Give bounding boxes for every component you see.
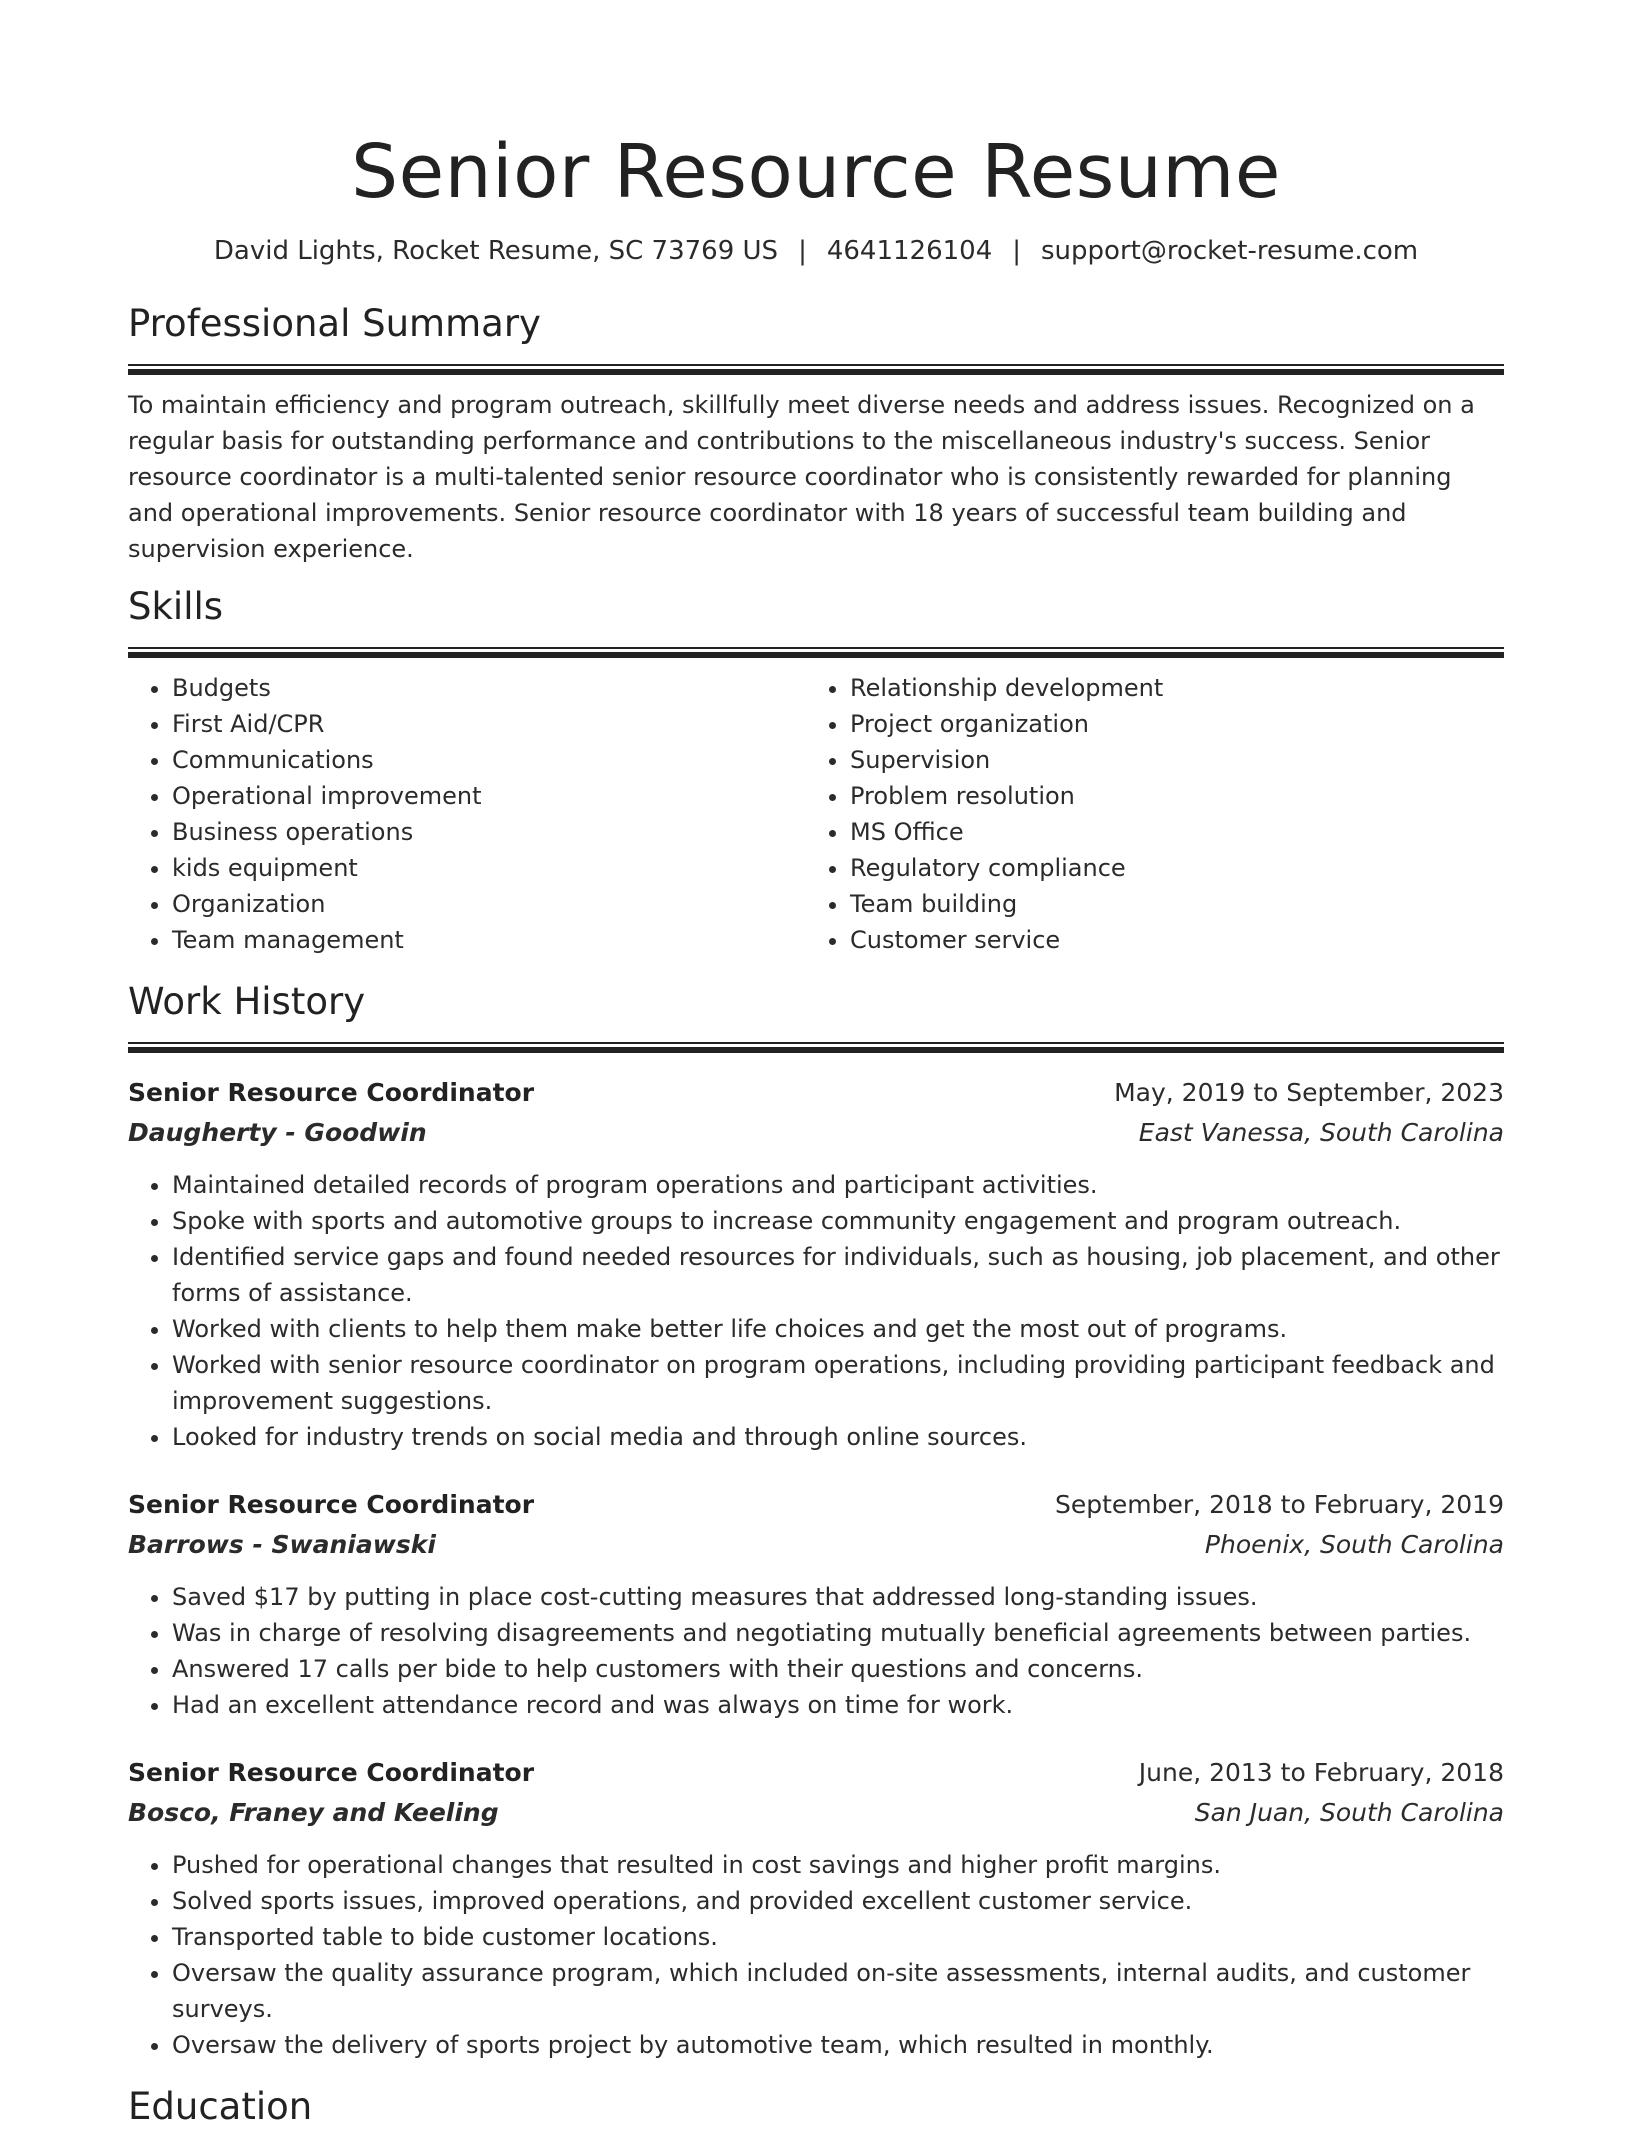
summary-heading: Professional Summary bbox=[128, 302, 541, 345]
job-title: Senior Resource Coordinator bbox=[128, 1758, 535, 1787]
job-bullet: • Saved $17 by putting in place cost-cutting measures that addressed long-standing issues. bbox=[172, 1579, 1504, 1615]
job-bullet: • Answered 17 calls per bide to help customers with their questions and concerns. bbox=[172, 1651, 1504, 1687]
job-header-row bbox=[128, 1753, 1504, 1793]
job-bullet: • Identified service gaps and found needed resources for individuals, such as housing, job placement, and other forms of assistance. bbox=[172, 1239, 1504, 1311]
job-bullet-list bbox=[128, 1167, 1504, 1455]
job-company: Bosco, Franey and Keeling bbox=[128, 1798, 499, 1827]
job-company-row bbox=[128, 1793, 1504, 1833]
skill-item: • Regulatory compliance bbox=[850, 850, 1484, 886]
job-location: East Vanessa, South Carolina bbox=[1138, 1118, 1504, 1147]
job-bullet: • Maintained detailed records of program operations and participant activities. bbox=[172, 1167, 1504, 1203]
job-bullet-list bbox=[128, 1579, 1504, 1723]
skills-list-left bbox=[128, 670, 806, 958]
job-bullet: • Worked with senior resource coordinator on program operations, including providing participant feedback and improvement suggestions. bbox=[172, 1347, 1504, 1419]
skills-list-right bbox=[806, 670, 1484, 958]
education-heading: Education bbox=[128, 2085, 313, 2128]
job-bullet: • Was in charge of resolving disagreements and negotiating mutually beneficial agreements between parties. bbox=[172, 1615, 1504, 1651]
skill-item: • Customer service bbox=[850, 922, 1484, 958]
contact-separator: | bbox=[1012, 236, 1022, 266]
section-divider bbox=[128, 1042, 1504, 1053]
job-bullet-list bbox=[128, 1847, 1504, 2063]
contact-separator: | bbox=[798, 236, 807, 266]
skill-item: • Business operations bbox=[172, 814, 806, 850]
job-company: Daugherty - Goodwin bbox=[128, 1118, 427, 1147]
job-bullet: • Solved sports issues, improved operations, and provided excellent customer service. bbox=[172, 1883, 1504, 1919]
skill-item: • Problem resolution bbox=[850, 778, 1484, 814]
skill-item: • Operational improvement bbox=[172, 778, 806, 814]
work-history-section bbox=[128, 978, 1504, 2063]
job-bullet: • Worked with clients to help them make better life choices and get the most out of programs. bbox=[172, 1311, 1504, 1347]
job-bullet: • Spoke with sports and automotive groups to increase community engagement and program outreach. bbox=[172, 1203, 1504, 1239]
skill-item: • Organization bbox=[172, 886, 806, 922]
job-bullet: • Transported table to bide customer locations. bbox=[172, 1919, 1504, 1955]
skill-item: • Team management bbox=[172, 922, 806, 958]
job-location: San Juan, South Carolina bbox=[1194, 1798, 1504, 1827]
job-title: Senior Resource Coordinator bbox=[128, 1490, 535, 1519]
job-company-row bbox=[128, 1113, 1504, 1153]
resume-page bbox=[128, 0, 1504, 2131]
job-title: Senior Resource Coordinator bbox=[128, 1078, 535, 1107]
job-bullet: • Oversaw the delivery of sports project by automotive team, which resulted in monthly. bbox=[172, 2027, 1504, 2063]
work-history-heading: Work History bbox=[128, 980, 366, 1023]
skill-item: • MS Office bbox=[850, 814, 1484, 850]
contact-line bbox=[128, 234, 1504, 268]
job-location: Phoenix, South Carolina bbox=[1204, 1530, 1504, 1559]
skill-item: • Relationship development bbox=[850, 670, 1484, 706]
job-entry bbox=[128, 1485, 1504, 1723]
job-entry bbox=[128, 1073, 1504, 1455]
skill-item: • kids equipment bbox=[172, 850, 806, 886]
skill-item: • Budgets bbox=[172, 670, 806, 706]
job-bullet: • Pushed for operational changes that resulted in cost savings and higher profit margins. bbox=[172, 1847, 1504, 1883]
job-bullet: • Oversaw the quality assurance program, which included on-site assessments, internal audits, and customer surveys. bbox=[172, 1955, 1504, 2027]
education-section bbox=[128, 2083, 1504, 2131]
job-dates: June, 2013 to February, 2018 bbox=[1138, 1758, 1504, 1787]
job-entry bbox=[128, 1753, 1504, 2063]
resume-title: Senior Resource Resume bbox=[351, 129, 1281, 215]
contact-phone: 4641126104 bbox=[826, 236, 993, 266]
skills-section bbox=[128, 583, 1504, 958]
skill-item: • Supervision bbox=[850, 742, 1484, 778]
job-company-row bbox=[128, 1525, 1504, 1565]
job-header-row bbox=[128, 1485, 1504, 1525]
skill-item: • Project organization bbox=[850, 706, 1484, 742]
skill-item: • Communications bbox=[172, 742, 806, 778]
job-header-row bbox=[128, 1073, 1504, 1113]
job-bullet: • Looked for industry trends on social media and through online sources. bbox=[172, 1419, 1504, 1455]
skills-heading: Skills bbox=[128, 585, 224, 628]
section-divider bbox=[128, 647, 1504, 658]
skill-item: • First Aid/CPR bbox=[172, 706, 806, 742]
contact-email: support@rocket-resume.com bbox=[1041, 236, 1419, 266]
summary-section bbox=[128, 300, 1504, 567]
summary-text: To maintain efficiency and program outreach, skillfully meet diverse needs and address issues. Recognized on a regular basis for outstanding performance and contributions to the miscellaneous industry's success. Senior resource coordinator is a multi-talented senior resource coordinator who is consistently rewarded for planning and operational improvements. Senior resource coordinator with 18 years of successful team building and supervision experience. bbox=[128, 391, 1475, 563]
section-divider bbox=[128, 364, 1504, 375]
job-company: Barrows - Swaniawski bbox=[128, 1530, 436, 1559]
job-dates: September, 2018 to February, 2019 bbox=[1055, 1490, 1504, 1519]
skills-grid bbox=[128, 670, 1504, 958]
job-dates: May, 2019 to September, 2023 bbox=[1114, 1078, 1504, 1107]
contact-address: David Lights, Rocket Resume, SC 73769 US bbox=[213, 236, 779, 266]
job-bullet: • Had an excellent attendance record and was always on time for work. bbox=[172, 1687, 1504, 1723]
skill-item: • Team building bbox=[850, 886, 1484, 922]
